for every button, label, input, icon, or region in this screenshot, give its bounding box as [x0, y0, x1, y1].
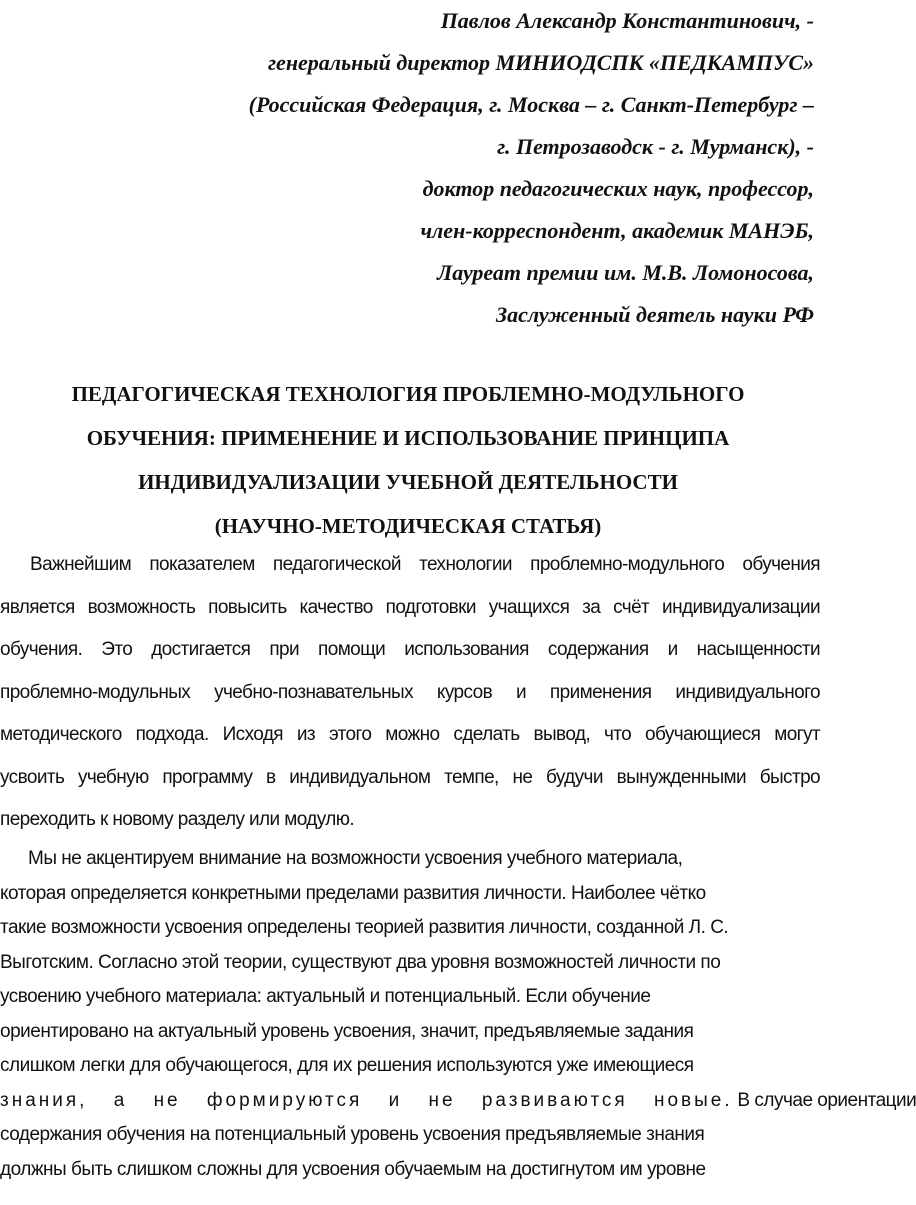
paragraph-line: является возможность повысить качество подготовки учащихся за счёт индивидуализации — [0, 596, 820, 618]
author-line: г. Петрозаводск - г. Мурманск), - — [497, 134, 814, 159]
paragraph-line: такие возможности усвоения определены теорией развития личности, созданной Л. С. — [0, 917, 729, 938]
paragraph-line: ориентировано на актуальный уровень усвоения, значит, предъявляемые задания — [0, 1020, 694, 1042]
paragraph-line: Важнейшим показателем педагогической технологии проблемно-модульного обучения — [30, 554, 820, 575]
author-line: генеральный директор МИНИОДСПК «ПЕДКАМПУС» — [267, 50, 814, 75]
paragraph-1 — [0, 544, 820, 842]
paragraph-line-spread: знания, а не формируются и не развиваются новые. — [0, 1089, 733, 1111]
paragraph-line-tail: В случае ориентации — [732, 1089, 916, 1111]
paragraph-line: Выготским. Согласно этой теории, существуют два уровня возможностей личности по — [0, 951, 721, 973]
author-line: Павлов Александр Константинович, - — [440, 8, 814, 33]
article-title — [0, 372, 816, 548]
paragraph-line: слишком легки для обучающегося, для их решения используются уже имеющиеся — [0, 1055, 694, 1076]
title-line: ИНДИВИДУАЛИЗАЦИИ УЧЕБНОЙ ДЕЯТЕЛЬНОСТИ — [138, 470, 678, 494]
title-line: ОБУЧЕНИЯ: ПРИМЕНЕНИЕ И ИСПОЛЬЗОВАНИЕ ПРИНЦИПА — [86, 426, 730, 450]
paragraph-line: которая определяется конкретными пределами развития личности. Наиболее чётко — [0, 882, 706, 904]
paragraph-line: усвоить учебную программу в индивидуальном темпе, не будучи вынужденными быстро — [0, 766, 820, 788]
title-line: (НАУЧНО-МЕТОДИЧЕСКАЯ СТАТЬЯ) — [214, 514, 602, 538]
paragraph-line: проблемно-модульных учебно-познавательных курсов и применения индивидуального — [0, 681, 820, 703]
paragraph-line — [0, 1084, 916, 1119]
author-line: член-корреспондент, академик МАНЭБ, — [420, 218, 814, 243]
paragraph-line: методического подхода. Исходя из этого можно сделать вывод, что обучающиеся могут — [0, 724, 820, 745]
paragraph-line: обучения. Это достигается при помощи использования содержания и насыщенности — [0, 639, 820, 660]
author-line: (Российская Федерация, г. Москва – г. Санкт-Петербург – — [248, 92, 814, 117]
author-line: доктор педагогических наук, профессор, — [422, 176, 814, 201]
author-line: Заслуженный деятель науки РФ — [495, 302, 814, 327]
paragraph-line: содержания обучения на потенциальный уровень усвоения предъявляемые знания — [0, 1124, 705, 1145]
paragraph-line: должны быть слишком сложны для усвоения обучаемым на достигнутом им уровне — [0, 1158, 706, 1180]
author-line: Лауреат премии им. М.В. Ломоносова, — [437, 260, 814, 285]
title-line: ПЕДАГОГИЧЕСКАЯ ТЕХНОЛОГИЯ ПРОБЛЕМНО-МОДУЛЬНОГО — [71, 382, 745, 406]
paragraph-line: переходить к новому разделу или модулю. — [0, 809, 355, 830]
paragraph-line: усвоению учебного материала: актуальный и потенциальный. Если обучение — [0, 986, 651, 1007]
paragraph-line: Мы не акцентируем внимание на возможности усвоения учебного материала, — [28, 848, 683, 869]
author-block — [0, 0, 816, 336]
paragraph-2 — [0, 842, 916, 1187]
